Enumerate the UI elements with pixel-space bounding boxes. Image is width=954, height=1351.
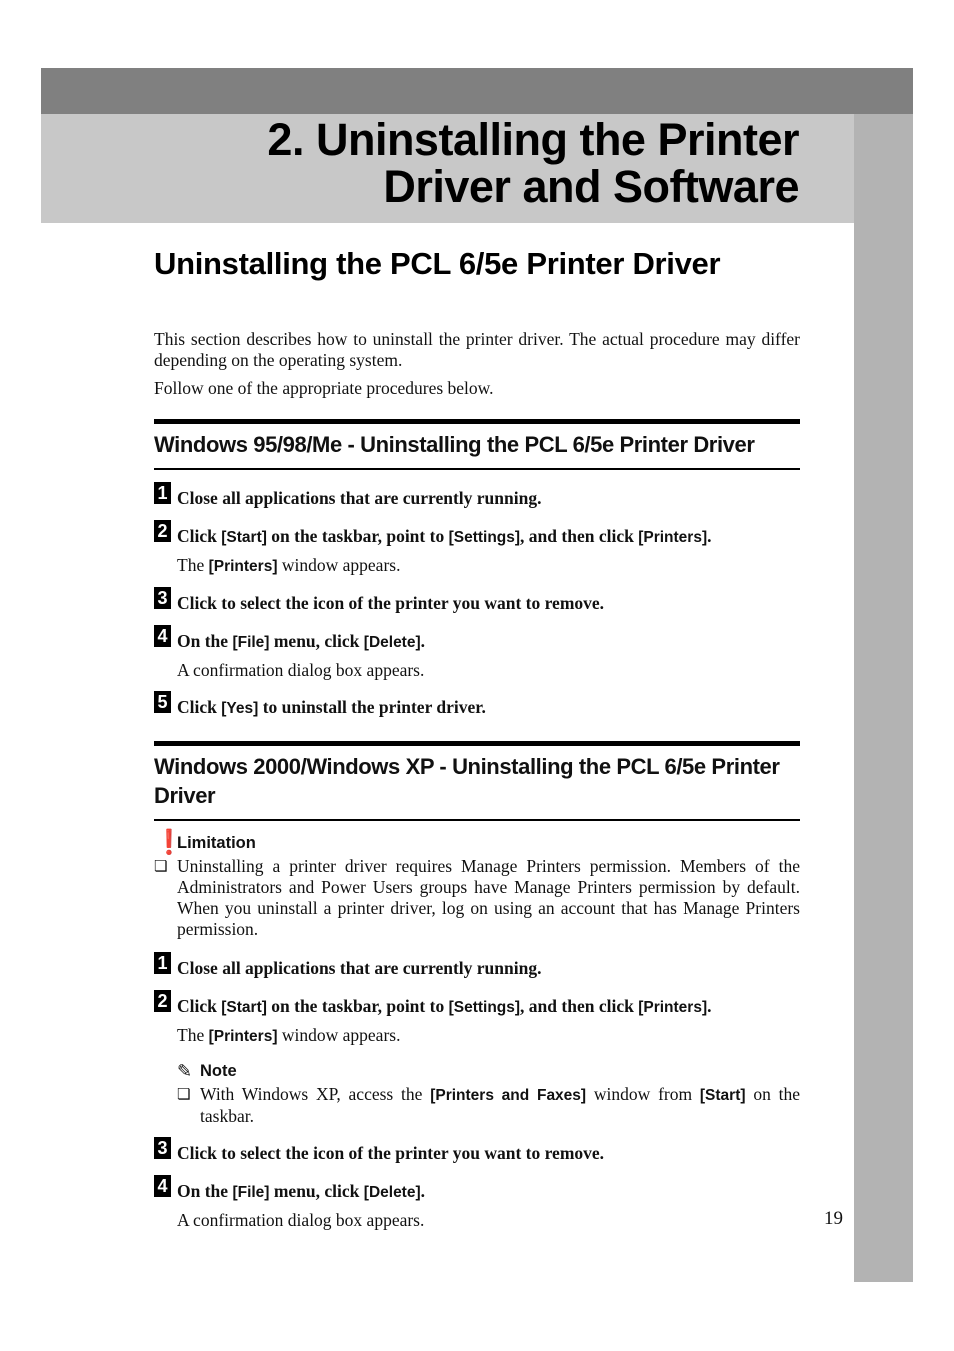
checkbox-icon: ❏	[177, 1085, 191, 1103]
ui-label-delete: [Delete]	[363, 634, 421, 651]
exclamation-icon: ❗	[154, 829, 184, 856]
ui-label-delete: [Delete]	[363, 1184, 421, 1201]
ui-label-printers: [Printers]	[208, 558, 278, 575]
chapter-title-line1: 2. Uninstalling the Printer	[267, 114, 799, 165]
ui-label-file: [File]	[232, 1184, 270, 1201]
step-win2000-2	[154, 990, 800, 1127]
step-text: Click to select the icon of the printer you want to remove.	[177, 593, 605, 613]
step-description: A confirmation dialog box appears.	[177, 1210, 425, 1230]
limitation-item	[154, 856, 800, 940]
checkbox-icon: ❏	[154, 857, 168, 875]
step-win9x-3	[154, 587, 800, 615]
ui-label-printers: [Printers]	[638, 999, 708, 1016]
step-win9x-4	[154, 625, 800, 681]
pencil-icon: ✎	[177, 1061, 193, 1081]
side-thumb-tab	[854, 114, 913, 1282]
subsection-heading-win9x: Windows 95/98/Me - Uninstalling the PCL 6/5e Printer Driver	[154, 419, 800, 470]
ui-label-printers: [Printers]	[638, 529, 708, 546]
ui-label-settings: [Settings]	[448, 999, 521, 1016]
ui-label-settings: [Settings]	[448, 529, 521, 546]
step-text: Click [Yes] to uninstall the printer driver.	[177, 697, 486, 717]
limitation-text: Uninstalling a printer driver requires Manage Printers permission. Members of the Administrators and Power Users groups have Manage Printers permission by default. When you uninstall a printer driver, log on using an account that has Manage Printers permission.	[177, 856, 800, 939]
ui-label-printers-and-faxes: [Printers and Faxes]	[430, 1087, 587, 1104]
ui-label-start: [Start]	[221, 529, 267, 546]
step-win2000-3	[154, 1137, 800, 1165]
limitation-heading	[154, 829, 800, 856]
step-number-icon: 4	[154, 1175, 171, 1197]
step-win9x-1	[154, 482, 800, 510]
chapter-title-line2: Driver and Software	[383, 161, 799, 212]
step-number-icon: 2	[154, 520, 171, 542]
page-number: 19	[824, 1208, 843, 1229]
step-number-icon: 2	[154, 990, 171, 1012]
step-number-icon: 3	[154, 587, 171, 609]
step-description: The [Printers] window appears.	[177, 555, 401, 575]
step-text: Click [Start] on the taskbar, point to [Settings], and then click [Printers].	[177, 526, 712, 546]
page-content	[154, 230, 800, 1231]
step-text: Close all applications that are currently running.	[177, 488, 542, 508]
note-heading	[177, 1061, 800, 1081]
limitation-label: Limitation	[177, 834, 256, 852]
step-win9x-5	[154, 691, 800, 721]
step-text: Click [Start] on the taskbar, point to [Settings], and then click [Printers].	[177, 996, 712, 1016]
intro-paragraph-1: This section describes how to uninstall the printer driver. The actual procedure may differ depending on the operating system.	[154, 329, 800, 370]
step-number-icon: 1	[154, 952, 171, 974]
ui-label-start: [Start]	[699, 1087, 746, 1104]
ui-label-file: [File]	[232, 634, 270, 651]
step-win2000-4	[154, 1175, 800, 1231]
step-win2000-1	[154, 952, 800, 980]
step-number-icon: 1	[154, 482, 171, 504]
step-text: On the [File] menu, click [Delete].	[177, 1181, 426, 1201]
ui-label-yes: [Yes]	[221, 700, 259, 717]
header-band-dark	[41, 68, 913, 114]
step-number-icon: 3	[154, 1137, 171, 1159]
note-text: With Windows XP, access the [Printers and Faxes] window from [Start] on the taskbar.	[200, 1084, 801, 1126]
step-text: On the [File] menu, click [Delete].	[177, 631, 426, 651]
step-win9x-2	[154, 520, 800, 577]
section-title: Uninstalling the PCL 6/5e Printer Driver	[154, 246, 721, 281]
step-number-icon: 5	[154, 691, 171, 713]
step-description: A confirmation dialog box appears.	[177, 660, 425, 680]
step-number-icon: 4	[154, 625, 171, 647]
ui-label-start: [Start]	[221, 999, 267, 1016]
note-block	[177, 1061, 800, 1127]
note-label: Note	[200, 1062, 237, 1080]
step-description: The [Printers] window appears.	[177, 1025, 401, 1045]
note-item	[177, 1084, 800, 1127]
step-text: Click to select the icon of the printer you want to remove.	[177, 1143, 605, 1163]
chapter-title	[267, 116, 799, 210]
step-text: Close all applications that are currently running.	[177, 958, 542, 978]
ui-label-printers: [Printers]	[208, 1028, 278, 1045]
intro-paragraph-2: Follow one of the appropriate procedures below.	[154, 378, 494, 398]
subsection-heading-win2000: Windows 2000/Windows XP - Uninstalling the PCL 6/5e Printer Driver	[154, 741, 800, 821]
